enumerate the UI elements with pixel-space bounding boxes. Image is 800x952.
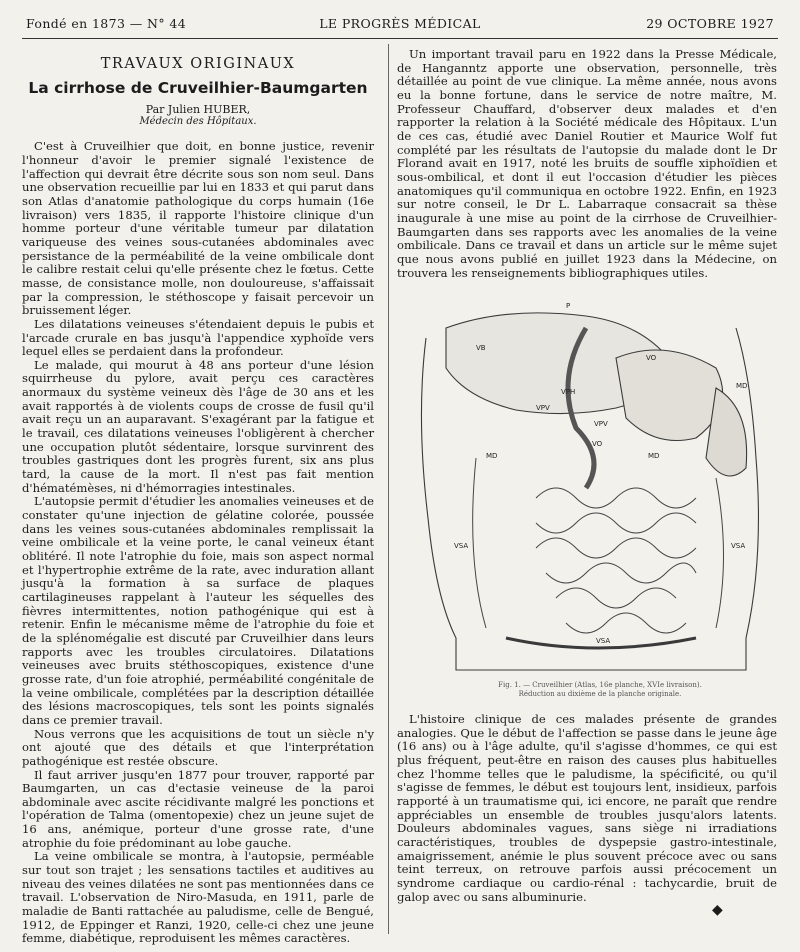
figure-label: MD [736,382,748,390]
figure-label: VSA [454,542,469,550]
paragraph: La veine ombilicale se montra, à l'autopsie, perméable sur tout son trajet ; les sensations tactiles et auditives au niveau des veines dilatées ne sont pas mentionnées dans ce travail. L'observation de Niro-Masuda, en 1911, parle de maladie de Banti rattachée au paludisme, celle de Bengué, 1912, de Eppinger et Ranzi, 1920, celle-ci chez une jeune femme, diabétique, reproduisent les mêmes caractères. [22,849,374,946]
paragraph: L'histoire clinique de ces malades présente de grandes analogies. Que le début de l'affection se passe dans le jeune âge (16 ans) ou à l'âge adulte, qu'il s'agisse d'hommes, ce qui est plus fréquent, peut-être en raison des causes plus habituelles chez l'homme telles que le paludisme, la spécificité, ou qu'il s'agisse de femmes, le début est toujours lent, insidieux, parfois rapporté à un traumatisme qui, ici encore, ne paraît que rendre appréciables un ensemble de troubles jusqu'alors latents. Douleurs abdominales vagues, sans siège ni irradiations caractéristiques, troubles de dyspepsie gastro-intestinale, amaigrissement, anémie le plus souvent précoce avec ou sans teint terreux, on retrouve parfois aussi précocement un syndrome cardiaque ou cardio-rénal : tachycardie, bruit de galop avec ou sans albuminurie. [397,712,777,904]
caption-line: Réduction au dixième de la planche originale. [518,690,682,698]
author-affiliation: Médecin des Hôpitaux. [139,116,257,128]
article-title: La cirrhose de Cruveilhier-Baumgarten [28,78,368,97]
paragraph: Les dilatations veineuses s'étendaient depuis le pubis et l'arcade crurale en bas jusqu'à l'appendice xyphoïde vers lequel elles se perdaient dans la profondeur. [22,316,374,359]
right-column-top [397,48,777,280]
figure-label: VB [476,344,486,352]
stomach-shape [616,350,723,441]
paragraph: L'autopsie permit d'étudier les anomalies veineuses et de constater qu'une injection de gélatine colorée, poussée dans les veines sous-cutanées abdominales remplissait la veine ombilicale et la veine porte, le canal veineux étant oblitéré. Il note l'atrophie du foie, mais son aspect normal et l'hypertrophie extrême de la rate, avec induration allant jusqu'à la formation à sa surface de plaques cartilagineuses rappelant à l'auteur les séquelles des fièvres intermittentes, notion pathogénique qui est à retenir. Enfin le mécanisme même de l'atrophie du foie et de la splénomégalie est discuté par Cruveilhier dans leurs rapports avec les troubles circulatoires. Dilatations veineuses avec bruits stéthoscopiques, existence d'une grosse rate, d'un foie atrophié, perméabilité congénitale de la veine ombilicale, complétées par la description détaillée des lésions macroscopiques, tels sont les points signalés dans ce premier travail. [22,494,374,727]
paragraph: Il faut arriver jusqu'en 1877 pour trouver, rapporté par Baumgarten, un cas d'ectasie veineuse de la paroi abdominale avec ascite récidivante malgré les ponctions et l'opération de Talma (omentopexie) chez un jeune sujet de 16 ans, anémique, porteur d'une grosse rate, d'une atrophie du foie prédominant au lobe gauche. [22,767,374,850]
figure-label: P [566,302,571,310]
figure-label: VPH [561,388,576,396]
figure-label: MD [486,452,498,460]
right-column-bottom [397,713,777,904]
left-column [22,52,374,946]
figure-label: VSA [596,637,611,645]
figure-label: VO [592,440,603,448]
anatomical-illustration [416,298,766,676]
paragraph: Nous verrons que les acquisitions de tout un siècle n'y ont ajouté que des détails et que l'interprétation pathogénique est restée obscure. [22,726,374,768]
header-date: 29 OCTOBRE 1927 [646,16,774,31]
figure-label: VSA [731,542,746,550]
paragraph: Un important travail paru en 1922 dans la Presse Médicale, de Hanganntz apporte une observation, personnelle, très détaillée au point de vue clinique. La même année, nous avons eu la bonne fortune, dans le service de notre maître, M. Professeur Chauffard, d'observer deux malades et d'en rapporter la relation à la Société médicale des Hôpitaux. L'un de ces cas, étudié avec Daniel Routier et Maurice Wolf fut complété par les résultats de l'autopsie du malade dont le Dr Florand avait en 1917, noté les bruits de souffle xiphoïdien et sous-ombilical, et dont il eut l'occasion d'étudier les pièces anatomiques qu'il communiqua en octobre 1922. Enfin, en 1923 sur notre conseil, le Dr L. Labarraque consacrait sa thèse inaugurale à une mise au point de la cirrhose de Cruveilhier-Baumgarten dans ses rapports avec les anomalies de la veine ombilicale. Dans ce travail et dans un article sur le même sujet que nous avons publié en juillet 1923 dans la Médecine, on trouvera les renseignements bibliographiques utiles. [397,47,777,280]
figure-label: VO [646,354,657,362]
end-ornament: ◆ [712,902,723,918]
figure-label: VPV [594,420,608,428]
intestine-loops [473,458,724,633]
paragraph: Le malade, qui mourut à 48 ans porteur d'une lésion squirrheuse du pylore, avait perçu ces caractères anormaux du système veineux dès l'âge de 30 ans et les avait rapportés à de violents coups de crosse de fusil qu'il avait reçu un an auparavant. S'exagérant par la fatigue et le travail, ces dilatations veineuses l'obligèrent à chercher une occupation plutôt sédentaire, lorsque survinrent des troubles gastriques dont les progrès furent, six ans plus tard, la cause de la mort. Il n'est pas fait mention d'hématémèses, ni d'hémorragies intestinales. [22,357,374,495]
header-rule [22,38,778,39]
section-title: TRAVAUX ORIGINAUX [100,56,296,72]
paragraph: C'est à Cruveilhier que doit, en bonne justice, revenir l'honneur d'avoir le premier signalé l'existence de l'affection qui devrait être décrite sous son nom seul. Dans une observation recueillie par lui en 1833 et qui parut dans son Atlas d'anatomie pathologique du corps humain (16e livraison) vers 1835, il rapporte l'histoire clinique d'un homme porteur d'une véritable tumeur par dilatation variqueuse des veines sous-cutanées abdominales avec persistance de la perméabilité de la veine ombilicale dont le calibre restait celui qu'elle présente chez le fœtus. Cette masse, de consistance molle, non douloureuse, s'affaissait par la compression, le stéthoscope y faisait percevoir un bruissement léger. [22,139,374,318]
running-header [26,16,774,36]
figure-label: VPV [536,404,550,412]
caption-line: Fig. 1. — Cruveilhier (Atlas, 16e planche, XVIe livraison). [498,681,702,689]
figure-caption [470,681,730,699]
header-founded: Fondé en 1873 — N° 44 [26,16,187,31]
column-rule [388,44,389,934]
figure-label: MD [648,452,660,460]
header-journal-title: LE PROGRÈS MÉDICAL [319,16,481,31]
author-byline: Par Julien HUBER, [145,103,251,117]
